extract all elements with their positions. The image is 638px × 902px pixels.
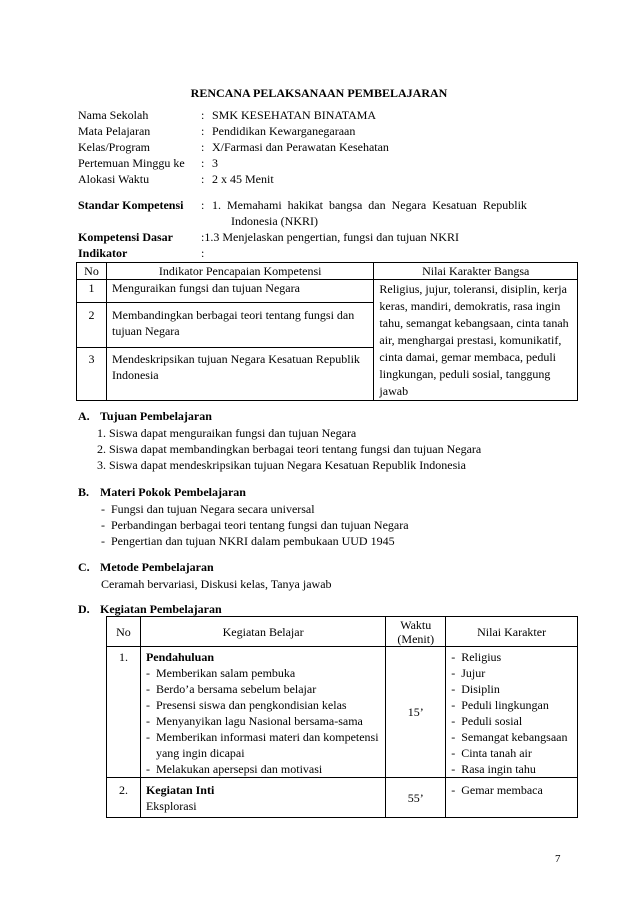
indikator-table	[76, 262, 578, 401]
kegiatan-cell	[140, 778, 385, 818]
kompetensi-value: :1.3 Menjelaskan pengertian, fungsi dan tujuan NKRI	[201, 230, 459, 244]
nilai-cell	[446, 647, 578, 778]
kegiatan-title: Pendahuluan	[145, 650, 214, 664]
standar-line1: 1. Memahami hakikat bangsa dan Negara Kesatuan Republik	[212, 198, 527, 212]
kegiatan-table	[106, 616, 578, 818]
kompetensi-label: Kompetensi Dasar	[78, 230, 173, 244]
tujuan-item: 1. Siswa dapat menguraikan fungsi dan tujuan Negara	[97, 426, 357, 440]
section-letter: A.	[78, 409, 90, 423]
section-letter: B.	[78, 485, 90, 499]
list-item: - Presensi siswa dan pengkondisian kelas	[146, 697, 380, 713]
table-header: Kegiatan Belajar	[140, 617, 385, 647]
info-value: X/Farmasi dan Perawatan Kesehatan	[212, 140, 389, 154]
table-header-row	[77, 263, 578, 280]
standar-kompetensi: Standar Kompetensi : 1. Memahami hakikat bangsa dan Negara Kesatuan Republik	[78, 198, 527, 212]
section-title: Tujuan Pembelajaran	[100, 409, 212, 423]
list-item: - Menyanyikan lagu Nasional bersama-sama	[146, 713, 380, 729]
waktu-value: 55’	[386, 778, 446, 818]
section-b-heading	[78, 485, 246, 500]
list-item: - Disiplin	[451, 681, 572, 697]
metode-text: Ceramah bervariasi, Diskusi kelas, Tanya jawab	[101, 577, 332, 591]
section-title: Metode Pembelajaran	[100, 560, 214, 574]
standar-line2: Indonesia (NKRI)	[231, 214, 318, 228]
table-header: Nilai Karakter Bangsa	[374, 263, 578, 280]
kegiatan-title: Kegiatan Inti	[145, 783, 215, 797]
section-title: Kegiatan Pembelajaran	[100, 602, 222, 616]
info-value: Pendidikan Kewarganegaraan	[212, 124, 356, 138]
row-number: 1	[77, 280, 107, 303]
table-header: Indikator Pencapaian Kompetensi	[106, 263, 373, 280]
list-item: - Gemar membaca	[451, 782, 572, 798]
nilai-list	[451, 782, 572, 798]
row-indikator: Mendeskripsikan tujuan Negara Kesatuan Republik Indonesia	[106, 347, 373, 400]
info-label: Kelas/Program	[78, 140, 150, 154]
table-header: No	[77, 263, 107, 280]
indikator-colon: :	[201, 246, 205, 260]
table-row	[107, 778, 578, 818]
list-item: - Perbandingan berbagai teori tentang fungsi dan tujuan Negara	[101, 517, 409, 533]
section-d-heading	[78, 602, 222, 617]
standar-label: Standar Kompetensi	[78, 198, 184, 212]
nilai-cell	[446, 778, 578, 818]
row-number: 1.	[107, 647, 141, 778]
kegiatan-sub: Eksplorasi	[145, 799, 197, 813]
table-header: No	[107, 617, 141, 647]
list-item: - Religius	[451, 649, 572, 665]
list-item: - Fungsi dan tujuan Negara secara universal	[101, 501, 409, 517]
section-letter: D.	[78, 602, 90, 616]
info-value: 3	[212, 156, 218, 170]
info-label: Nama Sekolah	[78, 108, 149, 122]
list-item: - Rasa ingin tahu	[451, 761, 572, 777]
materi-list	[101, 501, 409, 549]
page-number: 7	[555, 853, 561, 865]
kompetensi-dasar	[78, 229, 578, 245]
table-header-row	[107, 617, 578, 647]
row-number: 2.	[107, 778, 141, 818]
list-item: - Berdo’a bersama sebelum belajar	[146, 681, 380, 697]
waktu-unit: (Menit)	[397, 631, 435, 646]
tujuan-item: 3. Siswa dapat mendeskripsikan tujuan Negara Kesatuan Republik Indonesia	[97, 458, 466, 472]
list-item: - Cinta tanah air	[451, 745, 572, 761]
row-number: 2	[77, 302, 107, 347]
table-row	[77, 280, 578, 303]
indikator-label: Indikator	[78, 246, 128, 260]
nilai-list	[451, 649, 572, 777]
list-item: - Peduli lingkungan	[451, 697, 572, 713]
kegiatan-cell	[140, 647, 385, 778]
list-item: - Melakukan apersepsi dan motivasi	[146, 761, 380, 777]
row-number: 3	[77, 347, 107, 400]
info-label: Pertemuan Minggu ke	[78, 156, 185, 170]
info-label: Alokasi Waktu	[78, 172, 150, 186]
section-c-heading	[78, 560, 214, 575]
list-item: - Memberikan salam pembuka	[146, 665, 380, 681]
table-row	[107, 647, 578, 778]
list-item: - Memberikan informasi materi dan kompetensi yang ingin dicapai	[146, 729, 380, 761]
section-title: Materi Pokok Pembelajaran	[100, 485, 246, 499]
kegiatan-list	[146, 665, 380, 777]
info-value: 2 x 45 Menit	[212, 172, 274, 186]
section-a-heading	[78, 409, 212, 424]
list-item: - Jujur	[451, 665, 572, 681]
row-indikator: Membandingkan berbagai teori tentang fungsi dan tujuan Negara	[106, 302, 373, 347]
nilai-karakter-cell: Religius, jujur, toleransi, disiplin, kerja keras, mandiri, demokratis, rasa ingin tahu, semangat kebangsaan, cinta tanah air, menghargai prestasi, komunikatif, cinta damai, gemar membaca, peduli lingkungan, peduli sosial, tanggung jawab	[374, 280, 578, 401]
waktu-value: 15’	[386, 647, 446, 778]
info-value: SMK KESEHATAN BINATAMA	[212, 108, 377, 122]
tujuan-item: 2. Siswa dapat membandingkan berbagai teori tentang fungsi dan tujuan Negara	[97, 442, 482, 456]
page-title: RENCANA PELAKSANAAN PEMBELAJARAN	[190, 86, 448, 100]
list-item: - Pengertian dan tujuan NKRI dalam pembukaan UUD 1945	[101, 533, 409, 549]
table-header-waktu	[386, 617, 446, 647]
list-item: - Semangat kebangsaan	[451, 729, 572, 745]
table-header: Nilai Karakter	[446, 617, 578, 647]
section-letter: C.	[78, 560, 90, 574]
waktu-label: Waktu	[400, 617, 432, 632]
list-item: - Peduli sosial	[451, 713, 572, 729]
row-indikator: Menguraikan fungsi dan tujuan Negara	[106, 280, 373, 303]
info-label: Mata Pelajaran	[78, 124, 151, 138]
